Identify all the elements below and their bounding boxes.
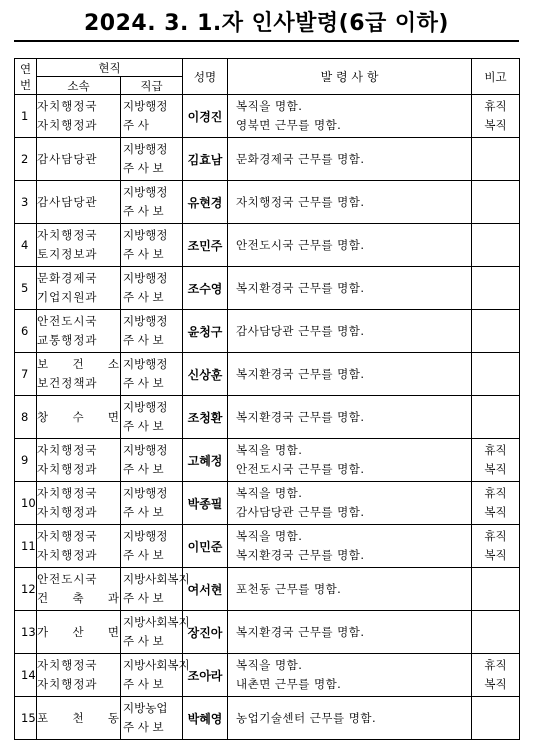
dept-line: 창 수 면 bbox=[37, 409, 120, 424]
table-row bbox=[15, 439, 520, 482]
remark bbox=[472, 611, 520, 654]
order-detail bbox=[228, 439, 472, 482]
table-body bbox=[15, 95, 520, 740]
current-rank bbox=[121, 568, 190, 611]
rank-line: 주 사 보 bbox=[123, 548, 164, 562]
header-order: 발 령 사 항 bbox=[228, 59, 472, 95]
header-dept: 소속 bbox=[37, 77, 121, 95]
table-row bbox=[15, 525, 520, 568]
table-row bbox=[15, 95, 520, 138]
rank-line: 주 사 보 bbox=[123, 677, 164, 691]
dept-line: 안전도시국 bbox=[37, 314, 98, 328]
current-rank bbox=[121, 310, 183, 353]
dept-line: 보 건 소 bbox=[37, 357, 120, 371]
remark bbox=[472, 482, 520, 525]
table-row bbox=[15, 396, 520, 439]
rank-line: 주 사 보 bbox=[123, 462, 164, 476]
current-dept bbox=[37, 310, 121, 353]
remark-line: 복직 bbox=[484, 505, 507, 519]
order-detail bbox=[228, 224, 472, 267]
rank-line: 지방행정 bbox=[123, 99, 168, 113]
current-rank bbox=[121, 525, 183, 568]
rank-line: 지방사회복지 bbox=[123, 615, 190, 629]
order-line: 복지환경국 근무를 명함. bbox=[236, 548, 365, 562]
current-dept bbox=[37, 654, 121, 697]
person-name: 이경진 bbox=[183, 95, 228, 138]
remark bbox=[472, 95, 520, 138]
dept-line: 자치행정국 bbox=[37, 658, 98, 672]
order-line: 복지환경국 근무를 명함. bbox=[236, 409, 365, 424]
order-detail bbox=[228, 611, 472, 654]
order-detail bbox=[228, 95, 472, 138]
order-line: 복지환경국 근무를 명함. bbox=[236, 366, 365, 381]
current-rank bbox=[121, 181, 183, 224]
order-detail bbox=[228, 525, 472, 568]
person-name: 이민준 bbox=[183, 525, 228, 568]
order-detail bbox=[228, 138, 472, 181]
header-current: 현직 bbox=[37, 59, 183, 77]
current-rank bbox=[121, 654, 190, 697]
row-number: 13 bbox=[15, 611, 37, 654]
order-detail bbox=[228, 697, 472, 740]
order-line: 내촌면 근무를 명함. bbox=[236, 677, 342, 691]
order-detail bbox=[228, 181, 472, 224]
order-line: 복직을 명함. bbox=[236, 443, 303, 457]
person-name: 박종필 bbox=[183, 482, 228, 525]
person-name: 신상훈 bbox=[183, 353, 228, 396]
dept-line: 감사담당관 bbox=[37, 194, 98, 209]
row-number: 6 bbox=[15, 310, 37, 353]
remark-line: 복직 bbox=[484, 677, 507, 691]
order-line: 복직을 명함. bbox=[236, 658, 303, 672]
order-line: 감사담당관 근무를 명함. bbox=[236, 505, 365, 519]
remark bbox=[472, 697, 520, 740]
rank-line: 지방행정 bbox=[123, 314, 168, 328]
table-row bbox=[15, 482, 520, 525]
person-name: 장진아 bbox=[183, 611, 228, 654]
current-dept bbox=[37, 353, 121, 396]
current-rank bbox=[121, 267, 183, 310]
dept-line: 토지정보과 bbox=[37, 247, 98, 261]
remark bbox=[472, 224, 520, 267]
order-line: 안전도시국 근무를 명함. bbox=[236, 462, 365, 476]
person-name: 김효남 bbox=[183, 138, 228, 181]
dept-line: 자치행정국 bbox=[37, 228, 98, 242]
order-line: 복직을 명함. bbox=[236, 529, 303, 543]
header-rank: 직급 bbox=[121, 77, 183, 95]
row-number: 2 bbox=[15, 138, 37, 181]
remark-line: 휴직 bbox=[484, 529, 507, 543]
rank-line: 지방농업 bbox=[123, 701, 168, 715]
table-row bbox=[15, 654, 520, 697]
rank-line: 지방행정 bbox=[123, 400, 168, 414]
remark bbox=[472, 310, 520, 353]
order-detail bbox=[228, 267, 472, 310]
rank-line: 주 사 보 bbox=[123, 634, 164, 648]
row-number: 5 bbox=[15, 267, 37, 310]
rank-line: 주 사 보 bbox=[123, 419, 164, 433]
remark-line: 복직 bbox=[484, 118, 507, 132]
rank-line: 지방행정 bbox=[123, 185, 168, 199]
current-dept bbox=[37, 697, 121, 740]
rank-line: 지방행정 bbox=[123, 271, 168, 285]
person-name: 유현경 bbox=[183, 181, 228, 224]
table-row bbox=[15, 310, 520, 353]
current-dept bbox=[37, 568, 121, 611]
dept-line: 자치행정국 bbox=[37, 443, 98, 457]
rank-line: 지방행정 bbox=[123, 529, 168, 543]
rank-line: 주 사 보 bbox=[123, 505, 164, 519]
order-line: 농업기술센터 근무를 명함. bbox=[236, 710, 377, 725]
order-line: 영북면 근무를 명함. bbox=[236, 118, 342, 132]
header-row-top bbox=[15, 59, 520, 77]
header-name: 성명 bbox=[183, 59, 228, 95]
row-number: 15 bbox=[15, 697, 37, 740]
remark bbox=[472, 654, 520, 697]
row-number: 4 bbox=[15, 224, 37, 267]
current-rank bbox=[121, 95, 183, 138]
dept-line: 감사담당관 bbox=[37, 151, 98, 166]
remark-line: 복직 bbox=[484, 462, 507, 476]
rank-line: 지방행정 bbox=[123, 228, 168, 242]
rank-line: 지방사회복지 bbox=[123, 572, 190, 586]
rank-line: 지방행정 bbox=[123, 486, 168, 500]
order-detail bbox=[228, 396, 472, 439]
current-dept bbox=[37, 611, 121, 654]
current-rank bbox=[121, 697, 183, 740]
dept-line: 건 축 과 bbox=[37, 591, 120, 605]
remark-line: 휴직 bbox=[484, 486, 507, 500]
remark bbox=[472, 267, 520, 310]
table-row bbox=[15, 353, 520, 396]
dept-line: 자치행정국 bbox=[37, 486, 98, 500]
person-name: 여서현 bbox=[183, 568, 228, 611]
order-detail bbox=[228, 310, 472, 353]
current-rank bbox=[121, 439, 183, 482]
remark bbox=[472, 568, 520, 611]
order-line: 복지환경국 근무를 명함. bbox=[236, 280, 365, 295]
rank-line: 주 사 보 bbox=[123, 290, 164, 304]
row-number: 1 bbox=[15, 95, 37, 138]
current-rank bbox=[121, 396, 183, 439]
remark bbox=[472, 138, 520, 181]
remark bbox=[472, 181, 520, 224]
current-rank bbox=[121, 482, 183, 525]
dept-line: 문화경제국 bbox=[37, 271, 98, 285]
rank-line: 주 사 bbox=[123, 118, 149, 132]
table-row bbox=[15, 267, 520, 310]
rank-line: 주 사 보 bbox=[123, 161, 164, 175]
remark-line: 휴직 bbox=[484, 99, 507, 113]
remark bbox=[472, 353, 520, 396]
remark bbox=[472, 439, 520, 482]
current-dept bbox=[37, 482, 121, 525]
order-line: 감사담당관 근무를 명함. bbox=[236, 323, 365, 338]
order-line: 문화경제국 근무를 명함. bbox=[236, 151, 365, 166]
remark-line: 휴직 bbox=[484, 443, 507, 457]
current-dept bbox=[37, 224, 121, 267]
row-number: 11 bbox=[15, 525, 37, 568]
person-name: 박혜영 bbox=[183, 697, 228, 740]
order-detail bbox=[228, 482, 472, 525]
person-name: 조민주 bbox=[183, 224, 228, 267]
dept-line: 자치행정국 bbox=[37, 529, 98, 543]
dept-line: 자치행정국 bbox=[37, 99, 98, 113]
current-dept bbox=[37, 138, 121, 181]
order-line: 안전도시국 근무를 명함. bbox=[236, 237, 365, 252]
order-line: 자치행정국 근무를 명함. bbox=[236, 194, 365, 209]
dept-line: 안전도시국 bbox=[37, 572, 98, 586]
dept-line: 자치행정과 bbox=[37, 505, 98, 519]
person-name: 윤청구 bbox=[183, 310, 228, 353]
person-name: 조수영 bbox=[183, 267, 228, 310]
table-row bbox=[15, 224, 520, 267]
dept-line: 교통행정과 bbox=[37, 333, 98, 347]
personnel-order-table bbox=[14, 58, 520, 740]
current-dept bbox=[37, 396, 121, 439]
current-dept bbox=[37, 525, 121, 568]
order-detail bbox=[228, 654, 472, 697]
dept-line: 가 산 면 bbox=[37, 624, 120, 639]
current-dept bbox=[37, 181, 121, 224]
table-row bbox=[15, 611, 520, 654]
header-no: 연번 bbox=[15, 59, 37, 95]
table-row bbox=[15, 181, 520, 224]
row-number: 10 bbox=[15, 482, 37, 525]
person-name: 조아라 bbox=[183, 654, 228, 697]
row-number: 7 bbox=[15, 353, 37, 396]
dept-line: 자치행정과 bbox=[37, 118, 98, 132]
person-name: 고혜정 bbox=[183, 439, 228, 482]
order-line: 포천동 근무를 명함. bbox=[236, 581, 342, 596]
row-number: 9 bbox=[15, 439, 37, 482]
table-row bbox=[15, 138, 520, 181]
current-rank bbox=[121, 138, 183, 181]
rank-line: 지방행정 bbox=[123, 357, 168, 371]
rank-line: 지방행정 bbox=[123, 443, 168, 457]
order-line: 복직을 명함. bbox=[236, 99, 303, 113]
rank-line: 지방행정 bbox=[123, 142, 168, 156]
header-note: 비고 bbox=[472, 59, 520, 95]
remark-line: 휴직 bbox=[484, 658, 507, 672]
current-rank bbox=[121, 353, 183, 396]
dept-line: 자치행정과 bbox=[37, 677, 98, 691]
rank-line: 주 사 보 bbox=[123, 247, 164, 261]
dept-line: 자치행정과 bbox=[37, 548, 98, 562]
order-detail bbox=[228, 353, 472, 396]
rank-line: 주 사 보 bbox=[123, 591, 164, 605]
remark-line: 복직 bbox=[484, 548, 507, 562]
dept-line: 기업지원과 bbox=[37, 290, 98, 304]
remark bbox=[472, 525, 520, 568]
rank-line: 주 사 보 bbox=[123, 376, 164, 390]
table-row bbox=[15, 697, 520, 740]
row-number: 3 bbox=[15, 181, 37, 224]
current-rank bbox=[121, 611, 190, 654]
current-dept bbox=[37, 439, 121, 482]
row-number: 12 bbox=[15, 568, 37, 611]
rank-line: 주 사 보 bbox=[123, 720, 164, 734]
dept-line: 보건정책과 bbox=[37, 376, 98, 390]
person-name: 조청환 bbox=[183, 396, 228, 439]
current-dept bbox=[37, 267, 121, 310]
table-row bbox=[15, 568, 520, 611]
order-line: 복직을 명함. bbox=[236, 486, 303, 500]
order-line: 복지환경국 근무를 명함. bbox=[236, 624, 365, 639]
remark bbox=[472, 396, 520, 439]
rank-line: 지방사회복지 bbox=[123, 658, 190, 672]
dept-line: 자치행정과 bbox=[37, 462, 98, 476]
rank-line: 주 사 보 bbox=[123, 204, 164, 218]
row-number: 8 bbox=[15, 396, 37, 439]
rank-line: 주 사 보 bbox=[123, 333, 164, 347]
order-detail bbox=[228, 568, 472, 611]
current-dept bbox=[37, 95, 121, 138]
page-title: 2024. 3. 1.자 인사발령(6급 이하) bbox=[84, 11, 449, 36]
title-underline bbox=[14, 40, 519, 42]
dept-line: 포 천 동 bbox=[37, 710, 120, 725]
current-rank bbox=[121, 224, 183, 267]
row-number: 14 bbox=[15, 654, 37, 697]
